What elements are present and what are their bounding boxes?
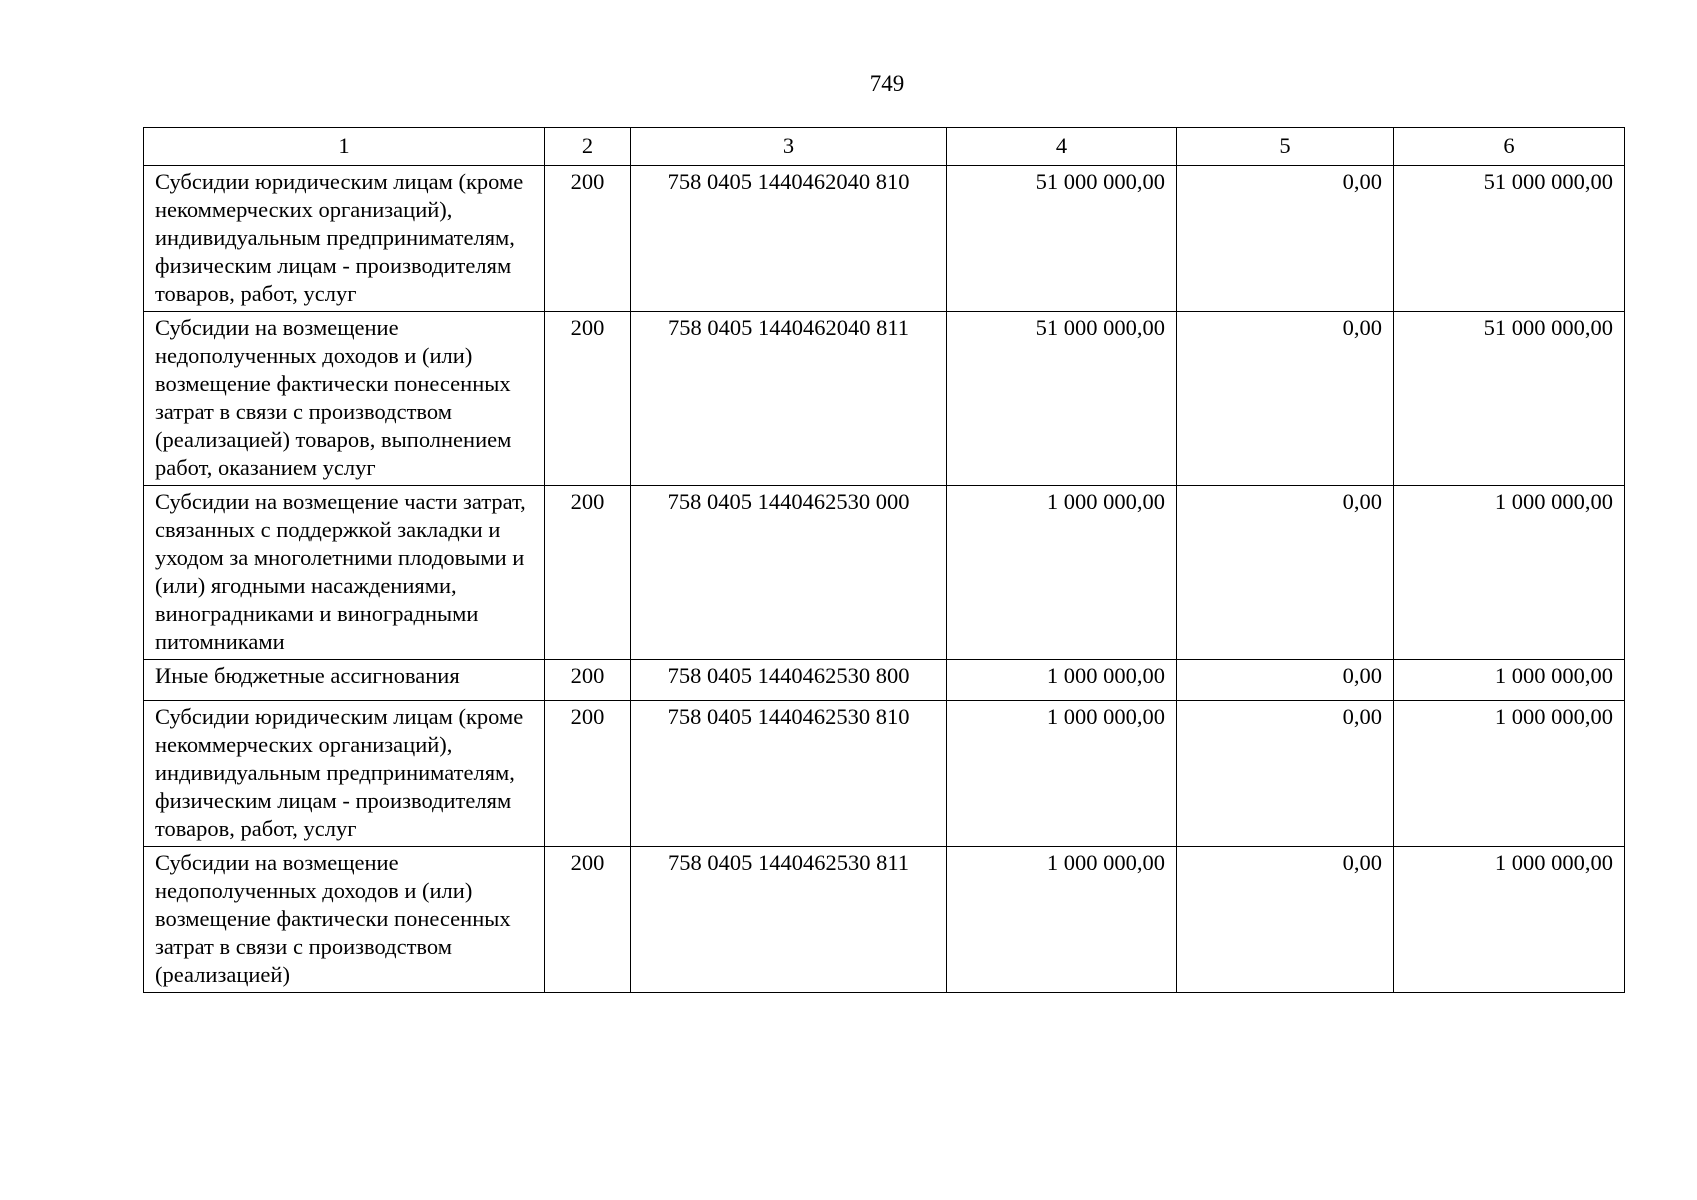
row-code: 200 <box>545 660 631 701</box>
row-classification: 758 0405 1440462040 811 <box>631 312 947 486</box>
row-code: 200 <box>545 847 631 993</box>
header-col-3: 3 <box>631 128 947 166</box>
row-amount-col-4: 1 000 000,00 <box>947 701 1177 847</box>
row-amount-col-4: 51 000 000,00 <box>947 166 1177 312</box>
header-col-4: 4 <box>947 128 1177 166</box>
header-row <box>144 128 1625 166</box>
table-row <box>144 701 1625 847</box>
row-amount-col-5: 0,00 <box>1177 847 1394 993</box>
header-col-2: 2 <box>545 128 631 166</box>
row-amount-col-5: 0,00 <box>1177 701 1394 847</box>
row-name: Субсидии на возмещение недополученных доходов и (или) возмещение фактически понесенных затрат в связи с производством (реализацией) товаров, выполнением работ, оказанием услуг <box>144 312 545 486</box>
table-row <box>144 660 1625 701</box>
header-col-1: 1 <box>144 128 545 166</box>
row-amount-col-6: 1 000 000,00 <box>1394 660 1625 701</box>
table-row <box>144 486 1625 660</box>
row-amount-col-6: 1 000 000,00 <box>1394 486 1625 660</box>
row-classification: 758 0405 1440462040 810 <box>631 166 947 312</box>
row-amount-col-6: 1 000 000,00 <box>1394 847 1625 993</box>
page-number: 749 <box>869 71 905 96</box>
row-code: 200 <box>545 701 631 847</box>
row-amount-col-6: 51 000 000,00 <box>1394 312 1625 486</box>
table-row <box>144 166 1625 312</box>
row-code: 200 <box>545 312 631 486</box>
table-row <box>144 847 1625 993</box>
row-name: Субсидии юридическим лицам (кроме некоммерческих организаций), индивидуальным предпринимателям, физическим лицам - производителям товаров, работ, услуг <box>144 701 545 847</box>
row-amount-col-6: 1 000 000,00 <box>1394 701 1625 847</box>
row-code: 200 <box>545 166 631 312</box>
row-amount-col-5: 0,00 <box>1177 486 1394 660</box>
header-col-5: 5 <box>1177 128 1394 166</box>
row-classification: 758 0405 1440462530 810 <box>631 701 947 847</box>
row-name: Субсидии на возмещение части затрат, связанных с поддержкой закладки и уходом за многолетними плодовыми и (или) ягодными насаждениями, виноградниками и виноградными питомниками <box>144 486 545 660</box>
header-col-6: 6 <box>1394 128 1625 166</box>
row-amount-col-5: 0,00 <box>1177 166 1394 312</box>
row-classification: 758 0405 1440462530 000 <box>631 486 947 660</box>
row-amount-col-5: 0,00 <box>1177 312 1394 486</box>
row-classification: 758 0405 1440462530 811 <box>631 847 947 993</box>
row-code: 200 <box>545 486 631 660</box>
row-amount-col-4: 1 000 000,00 <box>947 660 1177 701</box>
row-amount-col-6: 51 000 000,00 <box>1394 166 1625 312</box>
row-name: Иные бюджетные ассигнования <box>144 660 545 701</box>
row-name: Субсидии на возмещение недополученных доходов и (или) возмещение фактически понесенных затрат в связи с производством (реализацией) <box>144 847 545 993</box>
row-amount-col-5: 0,00 <box>1177 660 1394 701</box>
row-amount-col-4: 1 000 000,00 <box>947 486 1177 660</box>
row-amount-col-4: 51 000 000,00 <box>947 312 1177 486</box>
row-name: Субсидии юридическим лицам (кроме некоммерческих организаций), индивидуальным предпринимателям, физическим лицам - производителям товаров, работ, услуг <box>144 166 545 312</box>
row-classification: 758 0405 1440462530 800 <box>631 660 947 701</box>
budget-table <box>143 127 1625 993</box>
row-amount-col-4: 1 000 000,00 <box>947 847 1177 993</box>
table-row <box>144 312 1625 486</box>
